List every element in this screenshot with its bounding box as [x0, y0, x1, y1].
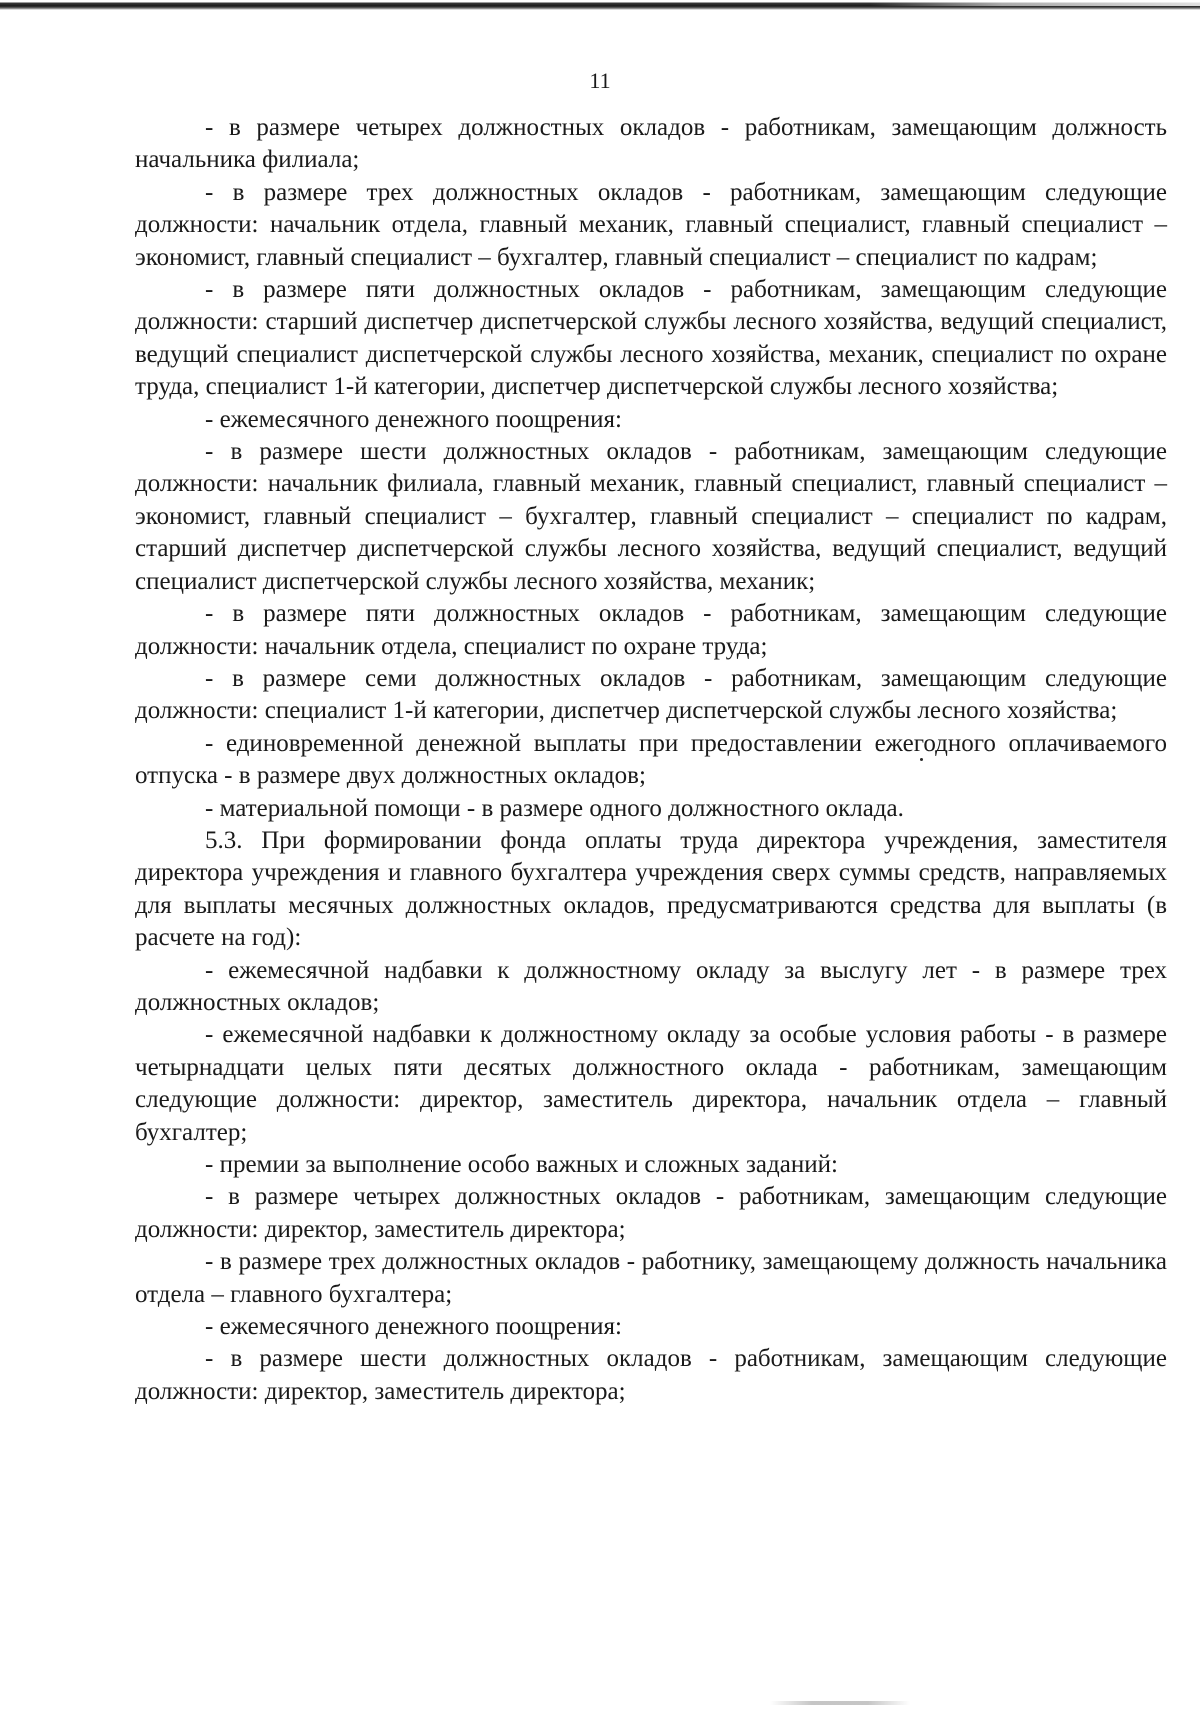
paragraph: - единовременной денежной выплаты при предоставлении ежегодного оплачиваемого отпуска - в размере двух должностных окладов; — [135, 729, 1167, 790]
paragraph: - в размере трех должностных окладов - работнику, замещающему должность начальника отдела – главного бухгалтера; — [135, 1248, 1167, 1308]
paragraph: - в размере трех должностных окладов - работникам, замещающим следующие должности: начальник отдела, главный механик, главный специалист, главный специалист – экономист, главный специалист – бухгалтер, главный специалист – специалист по кадрам; — [135, 178, 1167, 271]
scan-top-border-fade — [870, 2, 1200, 6]
paragraph: - в размере шести должностных окладов - работникам, замещающим следующие должности: начальник филиала, главный механик, главный специалист, главный специалист – экономист, главный специалист – бухгалтер, главный специалист – специалист по кадрам, старший диспетчер диспетчерской службы лесного хозяйства, ведущий специалист, ведущий специалист диспетчерской службы лесного хозяйства, механик; — [135, 438, 1167, 595]
paragraph: - ежемесячной надбавки к должностному окладу за особые условия работы - в размере четырнадцати целых пяти десятых должностного оклада - работникам, замещающим следующие должности: директор, заместитель директора, начальник отдела – главный бухгалтер; — [135, 1021, 1167, 1146]
document-body — [135, 112, 1167, 1408]
page-number: 11 — [589, 68, 611, 93]
paragraph: - ежемесячной надбавки к должностному окладу за выслугу лет - в размере трех должностных окладов; — [135, 956, 1167, 1016]
paragraph: - ежемесячного денежного поощрения: — [205, 405, 622, 433]
paragraph: - в размере четырех должностных окладов - работникам, замещающим должность начальника филиала; — [135, 114, 1167, 174]
paragraph: - ежемесячного денежного поощрения: — [205, 1313, 622, 1341]
scan-speck — [920, 758, 923, 761]
paragraph: - в размере шести должностных окладов - работникам, замещающим следующие должности: директор, заместитель директора; — [135, 1345, 1167, 1405]
scan-bottom-smudge — [770, 1701, 910, 1705]
paragraph: - премии за выполнение особо важных и сложных заданий: — [205, 1151, 838, 1178]
paragraph: - в размере пяти должностных окладов - работникам, замещающим следующие должности: старший диспетчер диспетчерской службы лесного хозяйства, ведущий специалист, ведущий специалист диспетчерской службы лесного хозяйства, механик, специалист по охране труда, специалист 1-й категории, диспетчер диспетчерской службы лесного хозяйства; — [135, 276, 1167, 401]
paragraph: - в размере пяти должностных окладов - работникам, замещающим следующие должности: начальник отдела, специалист по охране труда; — [135, 600, 1167, 660]
paragraph: - материальной помощи - в размере одного должностного оклада. — [205, 794, 904, 822]
paragraph: - в размере семи должностных окладов - работникам, замещающим следующие должности: специалист 1-й категории, диспетчер диспетчерской службы лесного хозяйства; — [135, 664, 1167, 725]
paragraph: - в размере четырех должностных окладов - работникам, замещающим следующие должности: директор, заместитель директора; — [135, 1183, 1167, 1243]
section-paragraph-5-3: 5.3. При формировании фонда оплаты труда директора учреждения, заместителя директора учреждения и главного бухгалтера учреждения сверх суммы средств, направляемых для выплаты месячных должностных окладов, предусматриваются средства для выплаты (в расчете на год): — [135, 826, 1167, 952]
